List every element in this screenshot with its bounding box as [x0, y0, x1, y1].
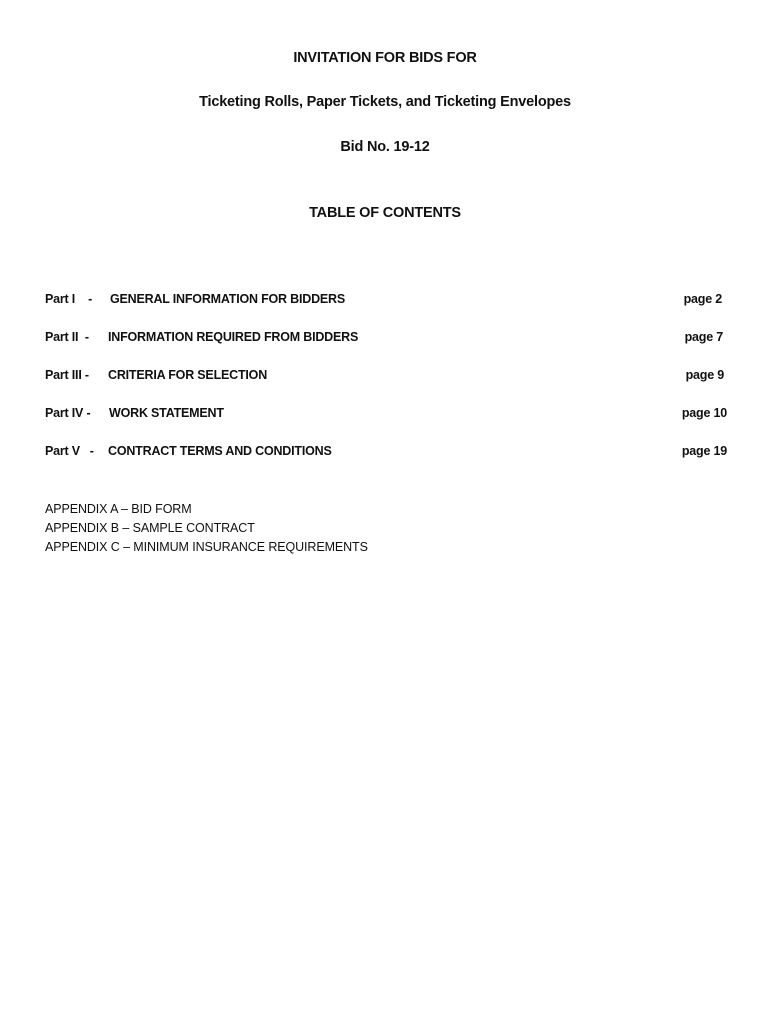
toc-row-part-i	[45, 292, 727, 310]
appendix-list	[45, 500, 368, 557]
toc-section-title: WORK STATEMENT	[109, 406, 224, 420]
toc-row-part-iii	[45, 368, 727, 386]
toc-section-title: CRITERIA FOR SELECTION	[108, 368, 268, 382]
toc-row-part-v	[45, 444, 727, 462]
toc-part-label: Part V -	[45, 444, 94, 458]
toc-section-title: GENERAL INFORMATION FOR BIDDERS	[110, 292, 346, 306]
document-title: INVITATION FOR BIDS FOR	[293, 50, 477, 66]
toc-page-number: page 7	[684, 330, 723, 344]
appendix-item-c: APPENDIX C – MINIMUM INSURANCE REQUIREMENTS	[45, 540, 368, 554]
document-subtitle: Ticketing Rolls, Paper Tickets, and Ticketing Envelopes	[199, 94, 571, 110]
appendix-item-a: APPENDIX A – BID FORM	[45, 502, 192, 516]
toc-part-label: Part II -	[45, 330, 89, 344]
toc-part-label: Part IV -	[45, 406, 91, 420]
toc-section-title: INFORMATION REQUIRED FROM BIDDERS	[108, 330, 359, 344]
toc-heading: TABLE OF CONTENTS	[309, 205, 461, 221]
toc-page-number: page 10	[681, 406, 727, 420]
toc-page-number: page 9	[685, 368, 724, 382]
appendix-item-b: APPENDIX B – SAMPLE CONTRACT	[45, 521, 255, 535]
bid-number: Bid No. 19-12	[340, 139, 430, 155]
toc-row-part-iv	[45, 406, 727, 424]
toc-part-label: Part I -	[45, 292, 93, 306]
toc-page-number: page 19	[681, 444, 727, 458]
toc-section-title: CONTRACT TERMS AND CONDITIONS	[108, 444, 332, 458]
toc-part-label: Part III -	[45, 368, 89, 382]
toc-page-number: page 2	[683, 292, 722, 306]
toc-row-part-ii	[45, 330, 727, 348]
